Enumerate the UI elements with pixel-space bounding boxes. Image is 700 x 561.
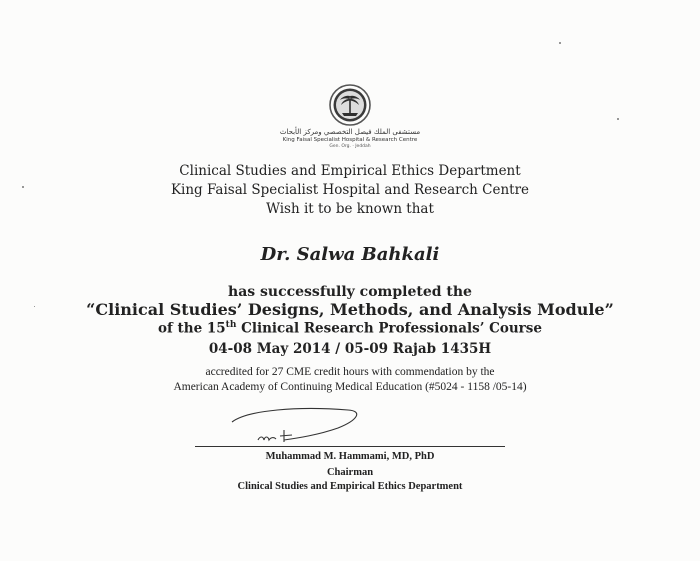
accreditation-line-1: accredited for 27 CME credit hours with commendation by the — [205, 366, 495, 378]
signatory-title: Chairman — [326, 467, 374, 478]
course-dates: 04-08 May 2014 / 05-09 Rajab 1435H — [208, 341, 492, 357]
course-line — [0, 320, 700, 337]
intro-line: Wish it to be known that — [266, 201, 434, 217]
module-title: “Clinical Studies’ Designs, Methods, and Analysis Module” — [86, 300, 614, 319]
scan-speck — [559, 42, 561, 44]
recipient-name: Dr. Salwa Bahkali — [260, 244, 440, 265]
accreditation-line-2: American Academy of Continuing Medical Education (#5024 - 1158 /05-14) — [173, 381, 527, 393]
signatory-department: Clinical Studies and Empirical Ethics Department — [237, 481, 463, 492]
signature-line — [195, 446, 505, 447]
handwritten-signature — [228, 402, 368, 450]
course-ordinal: th — [225, 320, 237, 330]
department-heading: Clinical Studies and Empirical Ethics Department — [179, 163, 521, 179]
course-prefix: of the 15 — [158, 320, 226, 337]
hospital-heading: King Faisal Specialist Hospital and Research Centre — [170, 182, 530, 198]
completion-line: has successfully completed the — [228, 284, 472, 300]
institution-logo — [0, 84, 700, 131]
logo-arabic-name: مستشفى الملك فيصل التخصصي ومركز الأبحاث — [279, 128, 421, 136]
logo-subtitle: Gen. Org. · Jeddah — [329, 144, 371, 149]
signatory-name: Muhammad M. Hammami, MD, PhD — [265, 451, 435, 462]
logo-english-name: King Faisal Specialist Hospital & Research Centre — [282, 137, 418, 143]
palm-tree-seal-icon — [329, 84, 371, 126]
course-suffix: Clinical Research Professionals’ Course — [236, 320, 542, 337]
